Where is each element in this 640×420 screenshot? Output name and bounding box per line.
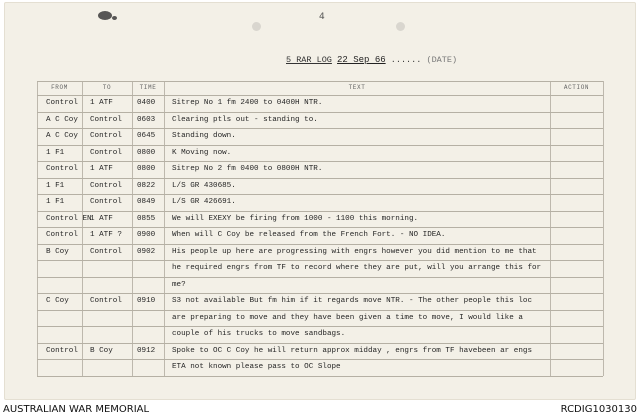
row-to: Control	[90, 115, 122, 124]
top-mark: 4	[319, 12, 325, 22]
row-rule	[37, 194, 603, 195]
row-time: 0603	[137, 115, 156, 124]
row-to: Control	[90, 247, 122, 256]
row-to: B Coy	[90, 346, 113, 355]
row-rule	[37, 178, 603, 179]
row-to: 1 ATF	[90, 165, 113, 173]
row-text-line: couple of his trucks to move sandbags.	[172, 330, 346, 338]
row-text-line: When will C Coy be released from the French Fort. - NO IDEA.	[172, 231, 446, 239]
log-date: 22 Sep 66	[337, 55, 386, 65]
log-unit: 5 RAR LOG	[286, 55, 332, 65]
column-divider	[164, 81, 165, 376]
column-divider	[132, 81, 133, 376]
log-heading: 5 RAR LOG 22 Sep 66 ...... (DATE)	[286, 55, 458, 65]
ink-blot-small	[112, 16, 117, 20]
row-from: Control	[46, 99, 78, 107]
row-text-line: L/S GR 426691.	[172, 198, 236, 206]
row-time: 0800	[137, 148, 156, 157]
column-divider	[603, 81, 604, 376]
column-header-to: TO	[102, 84, 112, 91]
row-to: 1 ATF	[90, 214, 113, 223]
row-rule	[37, 227, 603, 228]
row-rule	[37, 161, 603, 162]
row-rule	[37, 359, 603, 360]
row-from: A C Coy	[46, 132, 78, 140]
footer-left: AUSTRALIAN WAR MEMORIAL	[3, 404, 150, 415]
row-from: A C Coy	[46, 115, 78, 124]
column-divider	[550, 81, 551, 376]
row-from: B Coy	[46, 247, 69, 256]
column-header-time: TIME	[139, 84, 157, 91]
row-time: 0910	[137, 297, 156, 305]
header-top-line	[37, 81, 603, 82]
row-time: 0800	[137, 165, 156, 173]
row-text-line: Sitrep No 2 fm 0400 to 0800H NTR.	[172, 165, 323, 173]
row-text-line: ETA not known please pass to OC Slope	[172, 363, 341, 371]
row-to: Control	[90, 181, 122, 190]
row-text-line: Sitrep No 1 fm 2400 to 0400H NTR.	[172, 99, 323, 107]
row-to: 1 ATF	[90, 99, 113, 107]
row-time: 0400	[137, 99, 156, 107]
row-time: 0645	[137, 132, 156, 140]
ink-blot	[98, 11, 112, 20]
header-bottom-line	[37, 95, 603, 96]
row-rule	[37, 112, 603, 113]
row-rule	[37, 260, 603, 261]
row-text-line: he required engrs from TF to record where they are put, will you arrange this for	[172, 264, 542, 272]
row-rule	[37, 343, 603, 344]
row-time: 0849	[137, 198, 156, 206]
column-divider	[82, 81, 83, 376]
row-text-line: L/S GR 430685.	[172, 181, 236, 190]
row-to: Control	[90, 132, 122, 140]
row-rule	[37, 376, 603, 377]
column-divider	[37, 81, 38, 376]
row-rule	[37, 211, 603, 212]
row-time: 0912	[137, 346, 156, 355]
row-from: Control	[46, 231, 78, 239]
row-rule	[37, 326, 603, 327]
row-from: 1 F1	[46, 198, 65, 206]
row-rule	[37, 128, 603, 129]
punch-hole-left	[252, 22, 261, 31]
row-time: 0900	[137, 231, 156, 239]
row-to: 1 ATF ?	[90, 231, 122, 239]
row-from: C Coy	[46, 297, 69, 305]
row-time: 0902	[137, 247, 156, 256]
log-date-label: (DATE)	[426, 55, 458, 65]
row-text-line: are preparing to move and they have been given a time to move, I would like a	[172, 313, 523, 322]
row-time: 0822	[137, 181, 156, 190]
row-rule	[37, 277, 603, 278]
row-text-line: His people up here are progressing with engrs however you did mention to me that	[172, 247, 537, 256]
row-text-line: Clearing ptls out - standing to.	[172, 115, 318, 124]
row-rule	[37, 145, 603, 146]
row-to: Control	[90, 198, 122, 206]
row-text-line: K Moving now.	[172, 148, 232, 157]
row-text-line: S3 not available But fm him if it regards move NTR. - The other people this loc	[172, 297, 533, 305]
row-from: 1 F1	[46, 181, 65, 190]
row-to: Control	[90, 297, 122, 305]
row-text-line: Standing down.	[172, 132, 236, 140]
row-from: 1 F1	[46, 148, 65, 157]
row-time: 0855	[137, 214, 156, 223]
punch-hole-right	[396, 22, 405, 31]
column-header-action: ACTION	[563, 84, 590, 91]
footer-right: RCDIG1030130	[560, 404, 637, 415]
row-text-line: We will EXEXY be firing from 1000 - 1100 this morning.	[172, 214, 419, 223]
row-rule	[37, 310, 603, 311]
row-rule	[37, 244, 603, 245]
row-rule	[37, 293, 603, 294]
document-sheet	[4, 2, 636, 400]
column-header-from: FROM	[51, 84, 68, 91]
column-header-text: TEXT	[348, 84, 366, 91]
row-from: Control	[46, 165, 78, 173]
row-text-line: me?	[172, 280, 186, 289]
row-text-line: Spoke to OC C Coy he will return approx midday , engrs from TF havebeen ar engs	[172, 346, 533, 355]
row-to: Control	[90, 148, 122, 157]
row-from: Control EN	[46, 214, 92, 223]
row-from: Control	[46, 346, 78, 355]
